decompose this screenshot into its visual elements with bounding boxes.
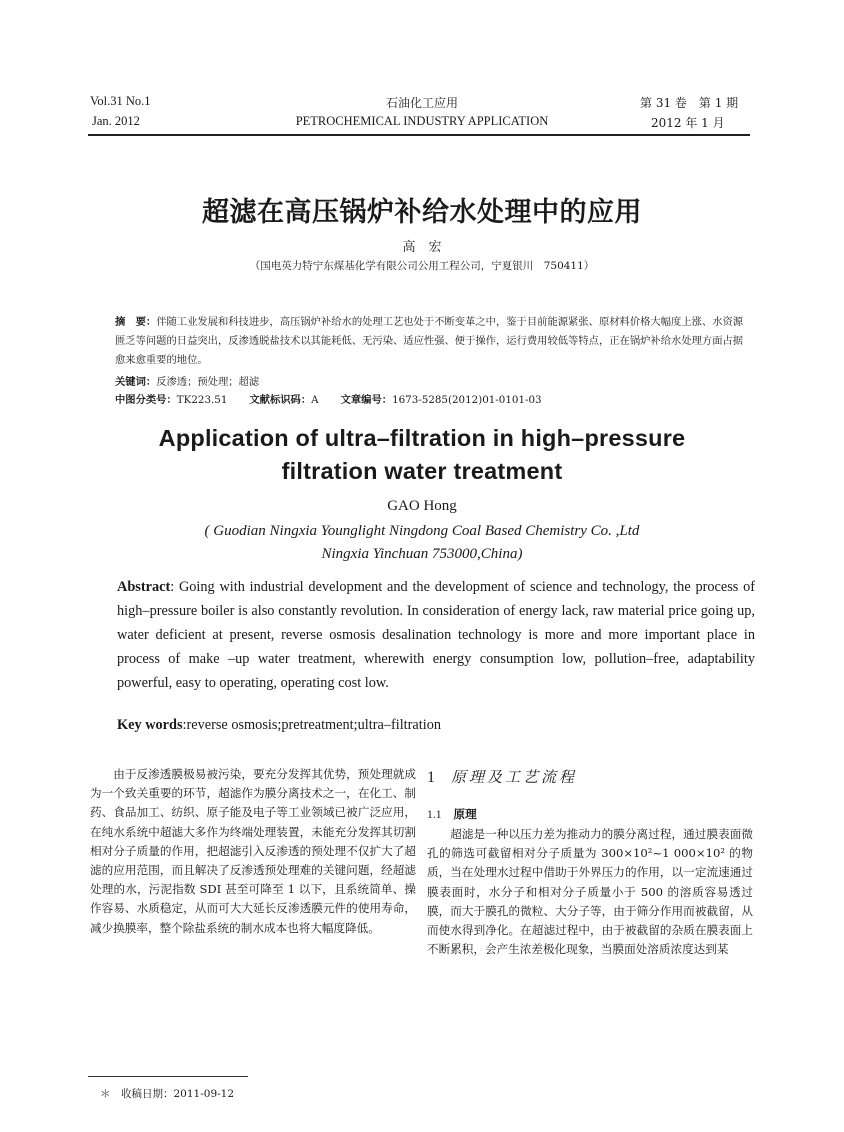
classification-line xyxy=(115,391,542,406)
header-rule xyxy=(88,134,750,136)
author-en: GAO Hong xyxy=(387,498,457,514)
keywords-cn-text: 反渗透；预处理；超滤 xyxy=(156,376,260,388)
volume-number: Vol.31 No.1 xyxy=(90,94,151,108)
journal-name-cn: 石油化工应用 xyxy=(385,96,458,110)
title-en-line2: filtration water treatment xyxy=(281,458,563,484)
clc-label: 中图分类号： xyxy=(115,394,177,406)
section-title: 原理及工艺流程 xyxy=(451,768,578,786)
volume-number-cn: 第 31 卷 第 1 期 xyxy=(640,96,739,110)
abstract-en-text: : Going with industrial development and the development of science and technology, the process of high–pressure boiler is also constantly revolution. In consideration of energy lack, raw material price going up, water deficient at present, reverse osmosis desalination technology is more and more important place in process of make –up water treatment, wherewith energy consumption low, pollution–free, adaptability powerful, easy to operating, operating cost low. xyxy=(117,579,755,691)
subsection-number: 1.1 xyxy=(427,808,442,821)
abstract-cn xyxy=(115,313,747,370)
article-number-label: 文章编号： xyxy=(340,394,393,406)
abstract-en-label: Abstract xyxy=(117,579,171,595)
keywords-en-label: Key words xyxy=(117,717,183,733)
subsection-title: 原理 xyxy=(453,807,477,821)
doc-code-label: 文献标识码： xyxy=(249,394,312,406)
title-cn: 超滤在高压锅炉补给水处理中的应用 xyxy=(202,197,642,228)
affiliation-en-line2: Ningxia Yinchuan 753000,China) xyxy=(321,546,523,562)
abstract-en xyxy=(117,575,755,695)
keywords-en-text: :reverse osmosis;pretreatment;ultra–filtration xyxy=(182,717,441,733)
issue-date-cn: 2012 年 1 月 xyxy=(651,116,725,130)
section-number: 1 xyxy=(427,769,435,786)
keywords-cn-label: 关键词： xyxy=(115,376,157,388)
body-right-paragraph: 超滤是一种以压力差为推动力的膜分离过程，通过膜表面微孔的筛选可截留相对分子质量为 300×10²~1 000×10² 的物质，当在处理水过程中借助于外界压力的作用，以一定流速通过膜表面时，水分子和相对分子质量小于 500 的溶质容易透过膜，而大于膜孔的微粒、大分子等，由于筛分作用而被截留，从而使水得到净化。在超滤过程中，由于被截留的杂质在膜表面上不断累积，会产生浓差极化现象，当膜面处溶质浓度达到某 xyxy=(427,827,753,957)
section-heading xyxy=(427,766,577,787)
affiliation-cn: （国电英力特宁东煤基化学有限公司公用工程公司，宁夏银川 750411） xyxy=(249,260,595,272)
keywords-en xyxy=(117,717,441,734)
journal-name-en: PETROCHEMICAL INDUSTRY APPLICATION xyxy=(295,114,549,128)
clc-value: TK223.51 xyxy=(176,394,228,406)
affiliation-en-line1: ( Guodian Ningxia Younglight Ningdong Coal Based Chemistry Co. ,Ltd xyxy=(204,523,640,539)
article-number-value: 1673-5285(2012)01-0101-03 xyxy=(392,394,542,406)
author-cn: 高 宏 xyxy=(402,240,442,255)
body-left-paragraph: 由于反渗透膜极易被污染，要充分发挥其优势，预处理就成为一个致关重要的环节，超滤作为膜分离技术之一，在化工、制药、食品加工、纺织、原子能及电子等工业领域已被广泛应用，在纯水系统中超滤大多作为终端处理装置，未能充分发挥其切割相对分子质量的作用，把超滤引入反渗透的预处理不仅扩大了超滤的应用范围，而且解决了反渗透预处理难的关键问题，经超滤处理的水，污泥指数 SDI 甚至可降至 1 以下，且系统简单、操作容易、水质稳定，从而可大大延长反渗透膜元件的使用寿命，减少换膜率，整个除盐系统的制水成本也将大幅度降低。 xyxy=(90,767,416,935)
subsection-heading xyxy=(427,806,477,822)
title-en-line1: Application of ultra–filtration in high–pressure xyxy=(158,425,686,451)
doc-code-value: A xyxy=(311,394,319,406)
body-left-column xyxy=(90,765,416,938)
keywords-cn xyxy=(115,373,259,388)
abstract-cn-label: 摘 要： xyxy=(115,316,157,328)
body-right-column xyxy=(427,825,753,959)
footnote-rule xyxy=(88,1076,248,1077)
received-date-footnote: ＊ 收稿日期：2011-09-12 xyxy=(100,1088,235,1100)
issue-date-en: Jan. 2012 xyxy=(92,114,140,128)
abstract-cn-text: 伴随工业发展和科技进步，高压锅炉补给水的处理工艺也处于不断变革之中，鉴于目前能源紧张、原材料价格大幅度上涨、水资源匮乏等问题的日益突出，反渗透脱盐技术以其能耗低、无污染、适应性强、便于操作，运行费用较低等特点，正在锅炉补给水处理方面占据愈来愈重要的地位。 xyxy=(115,316,744,366)
